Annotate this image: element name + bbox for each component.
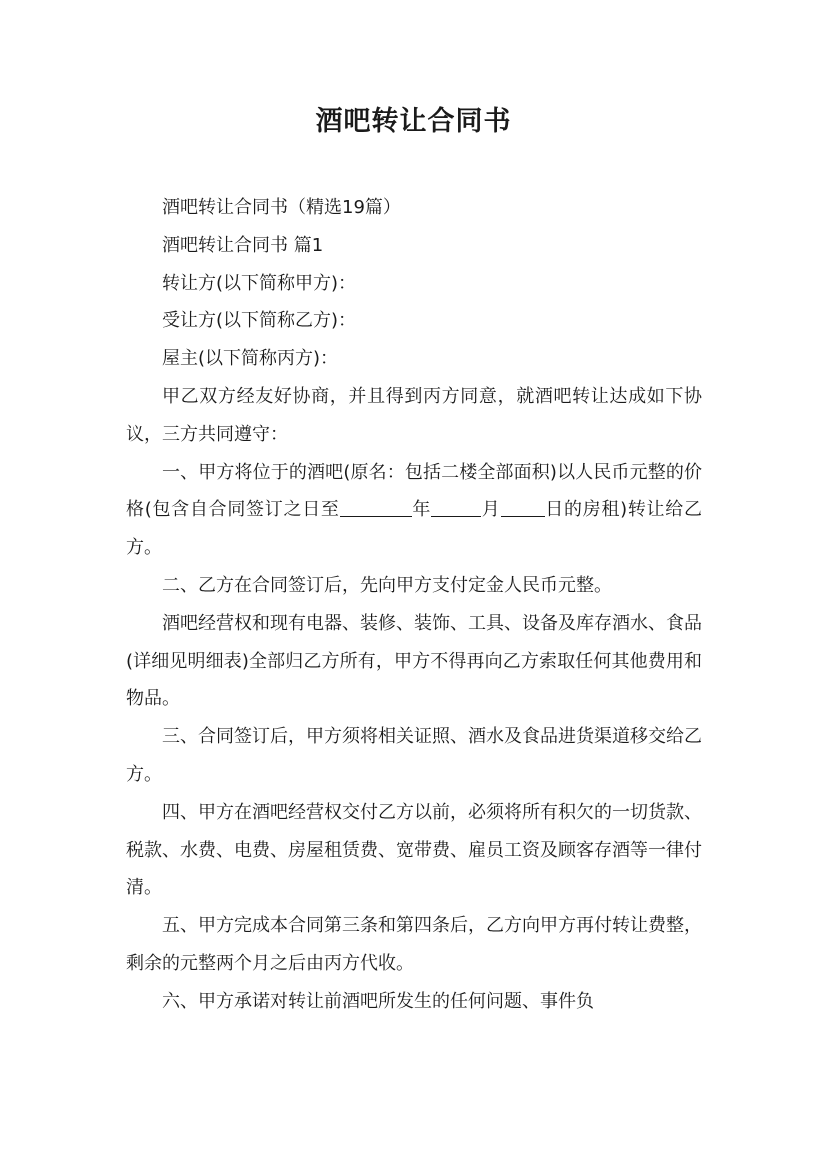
clause-two-detail: 酒吧经营权和现有电器、装修、装饰、工具、设备及库存酒水、食品(详细见明细表)全部归乙方所有，甲方不得再向乙方索取任何其他费用和物品。 <box>126 612 702 710</box>
clause-one-text-end: 日的房租)转让给乙方。 <box>126 499 702 559</box>
month-label: 月 <box>481 499 501 521</box>
paragraph-transferor: 转让方(以下简称甲方)： <box>162 272 357 294</box>
year-label: 年 <box>411 499 432 521</box>
paragraph-heading-selection: 酒吧转让合同书（精选19篇） <box>162 197 401 218</box>
year-blank-line <box>340 498 412 517</box>
clause-four: 四、甲方在酒吧经营权交付乙方以前，必须将所有积欠的一切货款、税款、水费、电费、房屋租赁费、宽带费、雇员工资及顾客存酒等一律付清。 <box>126 801 702 899</box>
clause-three: 三、合同签订后，甲方须将相关证照、酒水及食品进货渠道移交给乙方。 <box>126 726 702 785</box>
month-blank-line <box>431 498 481 517</box>
paragraph-landlord: 屋主(以下简称丙方)： <box>162 348 339 370</box>
clause-five: 五、甲方完成本合同第三条和第四条后，乙方向甲方再付转让费整，剩余的元整两个月之后由丙方代收。 <box>126 915 702 974</box>
paragraph-heading-part: 酒吧转让合同书 篇1 <box>162 234 324 256</box>
clause-one <box>126 454 702 567</box>
clause-one-text-start: 一、甲方将位于的酒吧(原名：包括二楼全部面积)以人民币元整的价格(包含自合同签订之日至 <box>126 461 702 521</box>
document-title: 酒吧转让合同书 <box>315 106 512 137</box>
day-blank-line <box>501 498 545 517</box>
clause-two: 二、乙方在合同签订后，先向甲方支付定金人民币元整。 <box>162 574 612 596</box>
paragraph-transferee: 受让方(以下简称乙方)： <box>162 310 357 332</box>
clause-six: 六、甲方承诺对转让前酒吧所发生的任何问题、事件负 <box>162 990 594 1012</box>
document-body <box>126 189 702 1021</box>
paragraph-preamble: 甲乙双方经友好协商，并且得到丙方同意，就酒吧转让达成如下协议，三方共同遵守： <box>126 385 702 445</box>
